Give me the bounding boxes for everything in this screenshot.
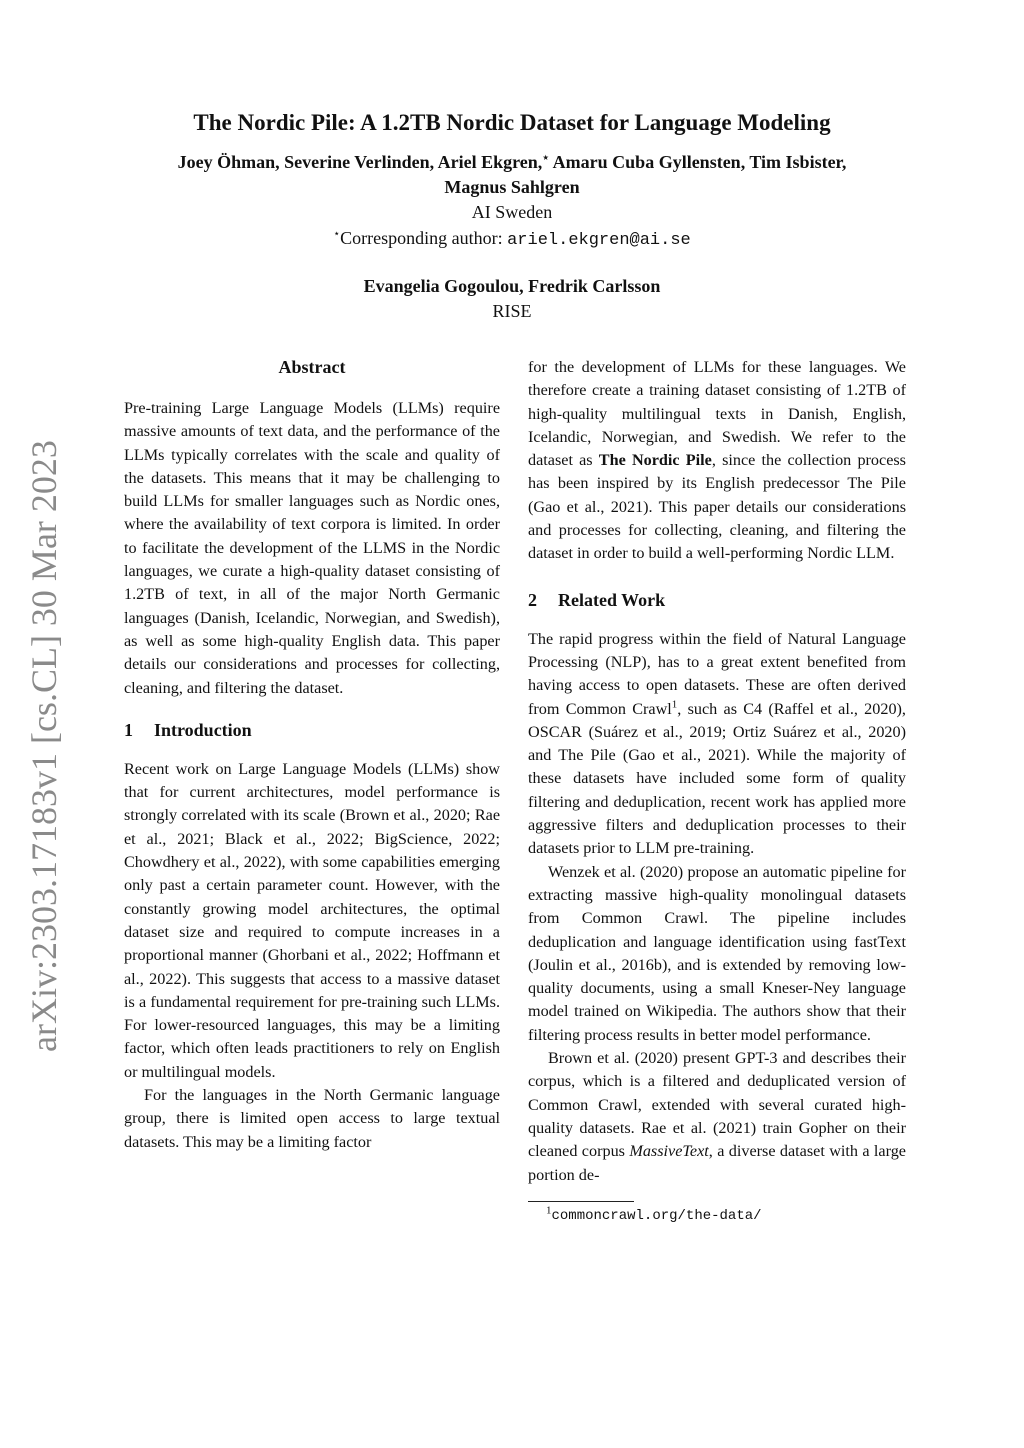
- related-paragraph-2: Wenzek et al. (2020) propose an automatic pipeline for extracting massive high-quality monolingual datasets from Common Crawl. The pipeline includes deduplication and language identification using fastText (Joulin et al., 2016b), and is extended by removing low-quality documents, using a small Kneser-Ney language model trained on Wikipedia. The authors show that their filtering process results in better model performance.: [528, 862, 906, 1044]
- affiliation-rise: RISE: [492, 301, 532, 321]
- intro-paragraph-1: Recent work on Large Language Models (LLMs) show that for current architectures, model performance is strongly correlated with its scale (Brown et al., 2020; Rae et al., 2021; Black et al., 2022; BigScience, 2022; Chowdhery et al., 2022), with some capabilities emerging only past a certain parameter count. However, with the constantly growing model architectures, the optimal dataset size and required to compute increases in a proportional manner (Ghorbani et al., 2022; Hoffmann et al., 2022). This suggests that access to a massive dataset is a fundamental requirement for pre-training such LLMs. For lower-resourced languages, this may be a limiting factor, which often leads practitioners to rely on English or multilingual models.: [124, 759, 500, 1081]
- intro-continued-text: for the development of LLMs for these languages. We therefore create a training dataset consisting of 1.2TB of high-quality multilingual texts in Danish, English, Icelandic, Norwegian, and Swedish. We refer to the dataset as: [528, 358, 906, 470]
- author-names-part2: Amaru Cuba Gyllensten, Tim Isbister,: [549, 152, 847, 172]
- left-column: [124, 355, 500, 1154]
- footnote-divider: [528, 1201, 634, 1202]
- section-title: Introduction: [154, 719, 252, 740]
- footnote-mark: 1: [546, 1204, 552, 1217]
- related-paragraph-1: [528, 628, 906, 861]
- author-names-line2: Magnus Sahlgren: [444, 177, 580, 197]
- corresponding-star-mark: ⋆: [542, 152, 550, 164]
- related-p1-text-end: , such as C4 (Raffel et al., 2020), OSCAR (Suárez et al., 2019; Ortiz Suárez et al., 2020) and The Pile (Gao et al., 2021). While the majority of these datasets have included some form of quality filtering and deduplication, recent work has applied more aggressive filters and deduplication processes to their datasets prior to LLM pre-training.: [528, 699, 906, 858]
- author-names-part1: Joey Öhman, Severine Verlinden, Ariel Ekgren,: [177, 152, 543, 172]
- footnote: [528, 1206, 906, 1226]
- corresponding-author: [0, 225, 1024, 254]
- paper-header: [0, 108, 1024, 324]
- intro-continued-text-end: , since the collection process has been inspired by its English predecessor The Pile (Gao et al., 2021). This paper details our considerations and processes for collecting, cleaning, and filtering the dataset in order to build a well-performing Nordic LLM.: [528, 451, 906, 563]
- related-paragraph-3: [528, 1047, 906, 1187]
- corresponding-star: ⋆: [333, 228, 341, 240]
- right-column: [528, 356, 906, 1226]
- section-title: Related Work: [558, 589, 666, 610]
- related-p1-text: The rapid progress within the field of Natural Language Processing (NLP), has to a great extent benefited from having access to open datasets. These are often derived from Common Crawl: [528, 629, 906, 718]
- corresponding-label: Corresponding author:: [340, 228, 508, 248]
- section-number: 2: [528, 589, 537, 610]
- intro-paragraph-2-continued: [528, 356, 906, 566]
- corpus-name-italic: MassiveText: [629, 1142, 709, 1161]
- abstract-text: Pre-training Large Language Models (LLMs) require massive amounts of text data, and the performance of the LLMs typically correlates with the scale and quality of the datasets. This means that it may be challenging to build LLMs for smaller languages such as Nordic ones, where the availability of text corpora is limited. In order to facilitate the development of the LLMS in the Nordic languages, we curate a high-quality dataset consisting of 1.2TB of text, in all of the major North Germanic languages (Danish, Icelandic, Norwegian, and Swedish), as well as some high-quality English data. This paper details our considerations and processes for collecting, cleaning, and filtering the dataset.: [124, 399, 500, 697]
- author-list-primary: [0, 150, 1024, 200]
- footnote-reference[interactable]: 1: [671, 698, 678, 711]
- dataset-name: The Nordic Pile: [598, 451, 712, 470]
- arxiv-identifier: arXiv:2303.17183v1 [cs.CL] 30 Mar 2023: [24, 440, 64, 1052]
- paper-title: The Nordic Pile: A 1.2TB Nordic Dataset for Language Modeling: [193, 110, 831, 135]
- section-number: 1: [124, 719, 133, 740]
- intro-paragraph-2: For the languages in the North Germanic language group, there is limited open access to large textual datasets. This may be a limiting factor: [124, 1086, 500, 1151]
- related-p3-text-end: , a diverse dataset with a large portion de-: [528, 1142, 906, 1184]
- footnote-url[interactable]: commoncrawl.org/the-data/: [551, 1207, 762, 1224]
- section-heading-introduction: [124, 718, 500, 742]
- related-p3-text: Brown et al. (2020) present GPT-3 and describes their corpus, which is a filtered and deduplicated version of Common Crawl, extended with several curated high-quality datasets. Rae et al. (2021) train Gopher on their cleaned corpus: [528, 1049, 906, 1161]
- abstract-heading: Abstract: [278, 357, 346, 377]
- section-heading-related-work: [528, 588, 906, 612]
- affiliation-ai-sweden: AI Sweden: [471, 202, 553, 222]
- author-list-secondary: Evangelia Gogoulou, Fredrik Carlsson: [363, 276, 661, 296]
- corresponding-email[interactable]: ariel.ekgren@ai.se: [507, 231, 691, 250]
